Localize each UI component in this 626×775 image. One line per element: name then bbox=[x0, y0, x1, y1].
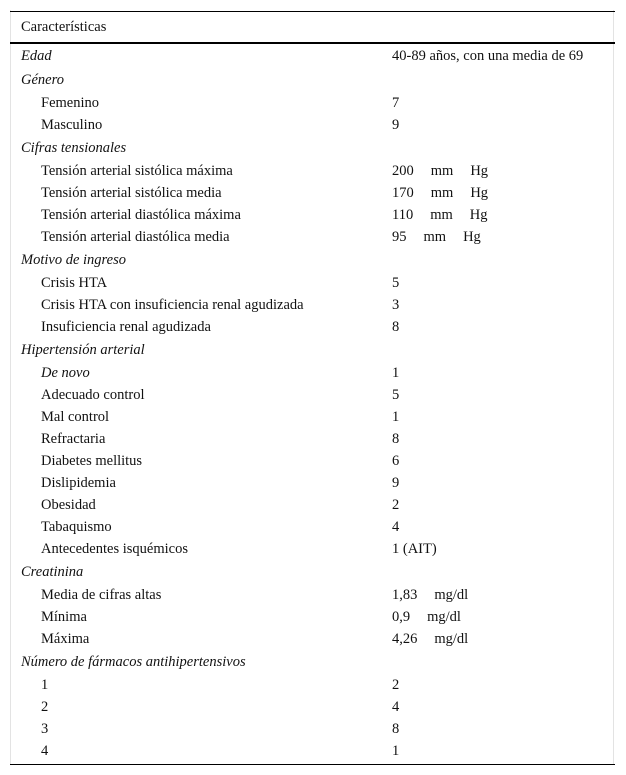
row-value: 9 bbox=[392, 117, 400, 133]
row-label: Tensión arterial sistólica media bbox=[41, 185, 222, 201]
row-label: Adecuado control bbox=[41, 387, 145, 403]
row-value-cell bbox=[392, 204, 615, 226]
row-value: 1 bbox=[392, 743, 400, 759]
row-value-cell bbox=[392, 338, 615, 362]
row-value-cell bbox=[392, 182, 615, 204]
table-row bbox=[10, 272, 615, 294]
row-value: 1 (AIT) bbox=[392, 541, 437, 557]
section-row bbox=[10, 650, 615, 674]
row-label: 4 bbox=[41, 743, 49, 759]
row-value: 1 bbox=[392, 365, 400, 381]
row-value-cell bbox=[392, 740, 615, 762]
row-label: Número de fármacos antihipertensivos bbox=[21, 654, 246, 670]
row-value-cell bbox=[392, 92, 615, 114]
row-value-cell bbox=[392, 114, 615, 136]
row-label: Tensión arterial sistólica máxima bbox=[41, 163, 233, 179]
row-label: Crisis HTA bbox=[41, 275, 108, 291]
table-row bbox=[10, 584, 615, 606]
row-label: Mínima bbox=[41, 609, 87, 625]
row-value-cell bbox=[392, 650, 615, 674]
row-value: 3 bbox=[392, 297, 400, 313]
row-value: 5 bbox=[392, 275, 400, 291]
table-row bbox=[10, 606, 615, 628]
table-row bbox=[10, 696, 615, 718]
row-unit-2: Hg bbox=[463, 229, 481, 245]
row-value: 2 bbox=[392, 497, 400, 513]
table-row bbox=[10, 494, 615, 516]
row-value: 170 bbox=[392, 185, 414, 201]
row-value-cell bbox=[392, 718, 615, 740]
row-value: 8 bbox=[392, 431, 400, 447]
table-row bbox=[10, 538, 615, 560]
row-value: 8 bbox=[392, 721, 400, 737]
table-row bbox=[10, 428, 615, 450]
row-value: 6 bbox=[392, 453, 400, 469]
row-value-cell bbox=[392, 696, 615, 718]
table-row bbox=[10, 674, 615, 696]
row-value: 200 bbox=[392, 163, 414, 179]
table-row bbox=[10, 472, 615, 494]
row-label: Insuficiencia renal agudizada bbox=[41, 319, 211, 335]
characteristics-table bbox=[10, 44, 615, 762]
row-value: 8 bbox=[392, 319, 400, 335]
row-label: 2 bbox=[41, 699, 49, 715]
table-row bbox=[10, 182, 615, 204]
row-unit-2: Hg bbox=[469, 207, 488, 223]
row-label: Mal control bbox=[41, 409, 110, 425]
row-value: 4 bbox=[392, 699, 400, 715]
row-value: 110 bbox=[392, 207, 414, 223]
row-value-cell bbox=[392, 272, 615, 294]
row-unit: mm bbox=[423, 229, 447, 245]
table-row bbox=[10, 450, 615, 472]
row-label: Tensión arterial diastólica media bbox=[41, 229, 230, 245]
table-row bbox=[10, 226, 615, 248]
row-label: Cifras tensionales bbox=[21, 140, 127, 156]
row-label: Refractaria bbox=[41, 431, 106, 447]
row-value-cell bbox=[392, 136, 615, 160]
row-label: Obesidad bbox=[41, 497, 96, 513]
row-value-cell bbox=[392, 428, 615, 450]
row-unit-2: Hg bbox=[470, 185, 489, 201]
row-value-cell bbox=[392, 472, 615, 494]
table-row bbox=[10, 740, 615, 762]
section-row bbox=[10, 248, 615, 272]
row-label: Máxima bbox=[41, 631, 90, 647]
row-label: 1 bbox=[41, 677, 49, 693]
table-body bbox=[10, 44, 615, 762]
row-unit: mm bbox=[430, 163, 454, 179]
section-row bbox=[10, 68, 615, 92]
row-label: Tensión arterial diastólica máxima bbox=[41, 207, 241, 223]
section-row bbox=[10, 136, 615, 160]
table-row bbox=[10, 92, 615, 114]
row-label: Edad bbox=[21, 48, 52, 64]
row-label: Masculino bbox=[41, 117, 103, 133]
table-row bbox=[10, 628, 615, 650]
row-value: 40-89 años, con una media de 69 bbox=[392, 48, 584, 64]
row-value-cell bbox=[392, 384, 615, 406]
row-value-cell bbox=[392, 362, 615, 384]
row-label: Antecedentes isquémicos bbox=[41, 541, 188, 557]
table-row bbox=[10, 316, 615, 338]
row-label: Diabetes mellitus bbox=[41, 453, 143, 469]
row-value-cell bbox=[392, 450, 615, 472]
row-value: 2 bbox=[392, 677, 400, 693]
row-value-cell bbox=[392, 674, 615, 696]
row-unit: mm bbox=[430, 185, 454, 201]
row-unit: mg/dl bbox=[434, 587, 469, 603]
row-label: Femenino bbox=[41, 95, 99, 111]
row-value: 1,83 bbox=[392, 587, 418, 603]
row-label: Media de cifras altas bbox=[41, 587, 162, 603]
row-value: 1 bbox=[392, 409, 400, 425]
row-value-cell bbox=[392, 226, 615, 248]
row-label: Crisis HTA con insuficiencia renal agudizada bbox=[41, 297, 304, 313]
table-row bbox=[10, 160, 615, 182]
row-value-cell bbox=[392, 516, 615, 538]
row-value-cell bbox=[392, 628, 615, 650]
table-header: Características bbox=[21, 19, 107, 35]
row-unit: mg/dl bbox=[434, 631, 469, 647]
row-label: Dislipidemia bbox=[41, 475, 116, 491]
row-value-cell bbox=[392, 494, 615, 516]
table-row bbox=[10, 406, 615, 428]
row-value-cell bbox=[392, 606, 615, 628]
row-value-cell bbox=[392, 160, 615, 182]
bottom-rule bbox=[10, 764, 615, 765]
row-value-cell bbox=[392, 560, 615, 584]
section-row bbox=[10, 560, 615, 584]
row-value-cell bbox=[392, 538, 615, 560]
row-value-cell bbox=[392, 584, 615, 606]
row-unit-2: Hg bbox=[470, 163, 489, 179]
row-value: 7 bbox=[392, 95, 400, 111]
row-value: 0,9 bbox=[392, 609, 411, 625]
row-value-cell bbox=[392, 44, 615, 68]
row-value: 4 bbox=[392, 519, 400, 535]
row-value: 5 bbox=[392, 387, 400, 403]
top-rule bbox=[10, 11, 615, 12]
row-value: 4,26 bbox=[392, 631, 418, 647]
section-row bbox=[10, 44, 615, 68]
table-row bbox=[10, 718, 615, 740]
row-value-cell bbox=[392, 406, 615, 428]
row-value: 95 bbox=[392, 229, 407, 245]
row-label: 3 bbox=[41, 721, 49, 737]
row-label: Hipertensión arterial bbox=[21, 342, 145, 358]
row-label: Tabaquismo bbox=[41, 519, 112, 535]
row-label: Género bbox=[21, 72, 64, 88]
row-value-cell bbox=[392, 316, 615, 338]
row-label: Motivo de ingreso bbox=[21, 252, 126, 268]
row-value: 9 bbox=[392, 475, 400, 491]
table-row bbox=[10, 362, 615, 384]
section-row bbox=[10, 338, 615, 362]
row-value-cell bbox=[392, 294, 615, 316]
table-row bbox=[10, 294, 615, 316]
table-row bbox=[10, 114, 615, 136]
row-label: Creatinina bbox=[21, 564, 84, 580]
row-unit: mg/dl bbox=[427, 609, 461, 625]
row-value-cell bbox=[392, 248, 615, 272]
row-unit: mm bbox=[430, 207, 453, 223]
table-row bbox=[10, 384, 615, 406]
table-row bbox=[10, 204, 615, 226]
table-row bbox=[10, 516, 615, 538]
row-label: De novo bbox=[41, 365, 90, 381]
row-value-cell bbox=[392, 68, 615, 92]
